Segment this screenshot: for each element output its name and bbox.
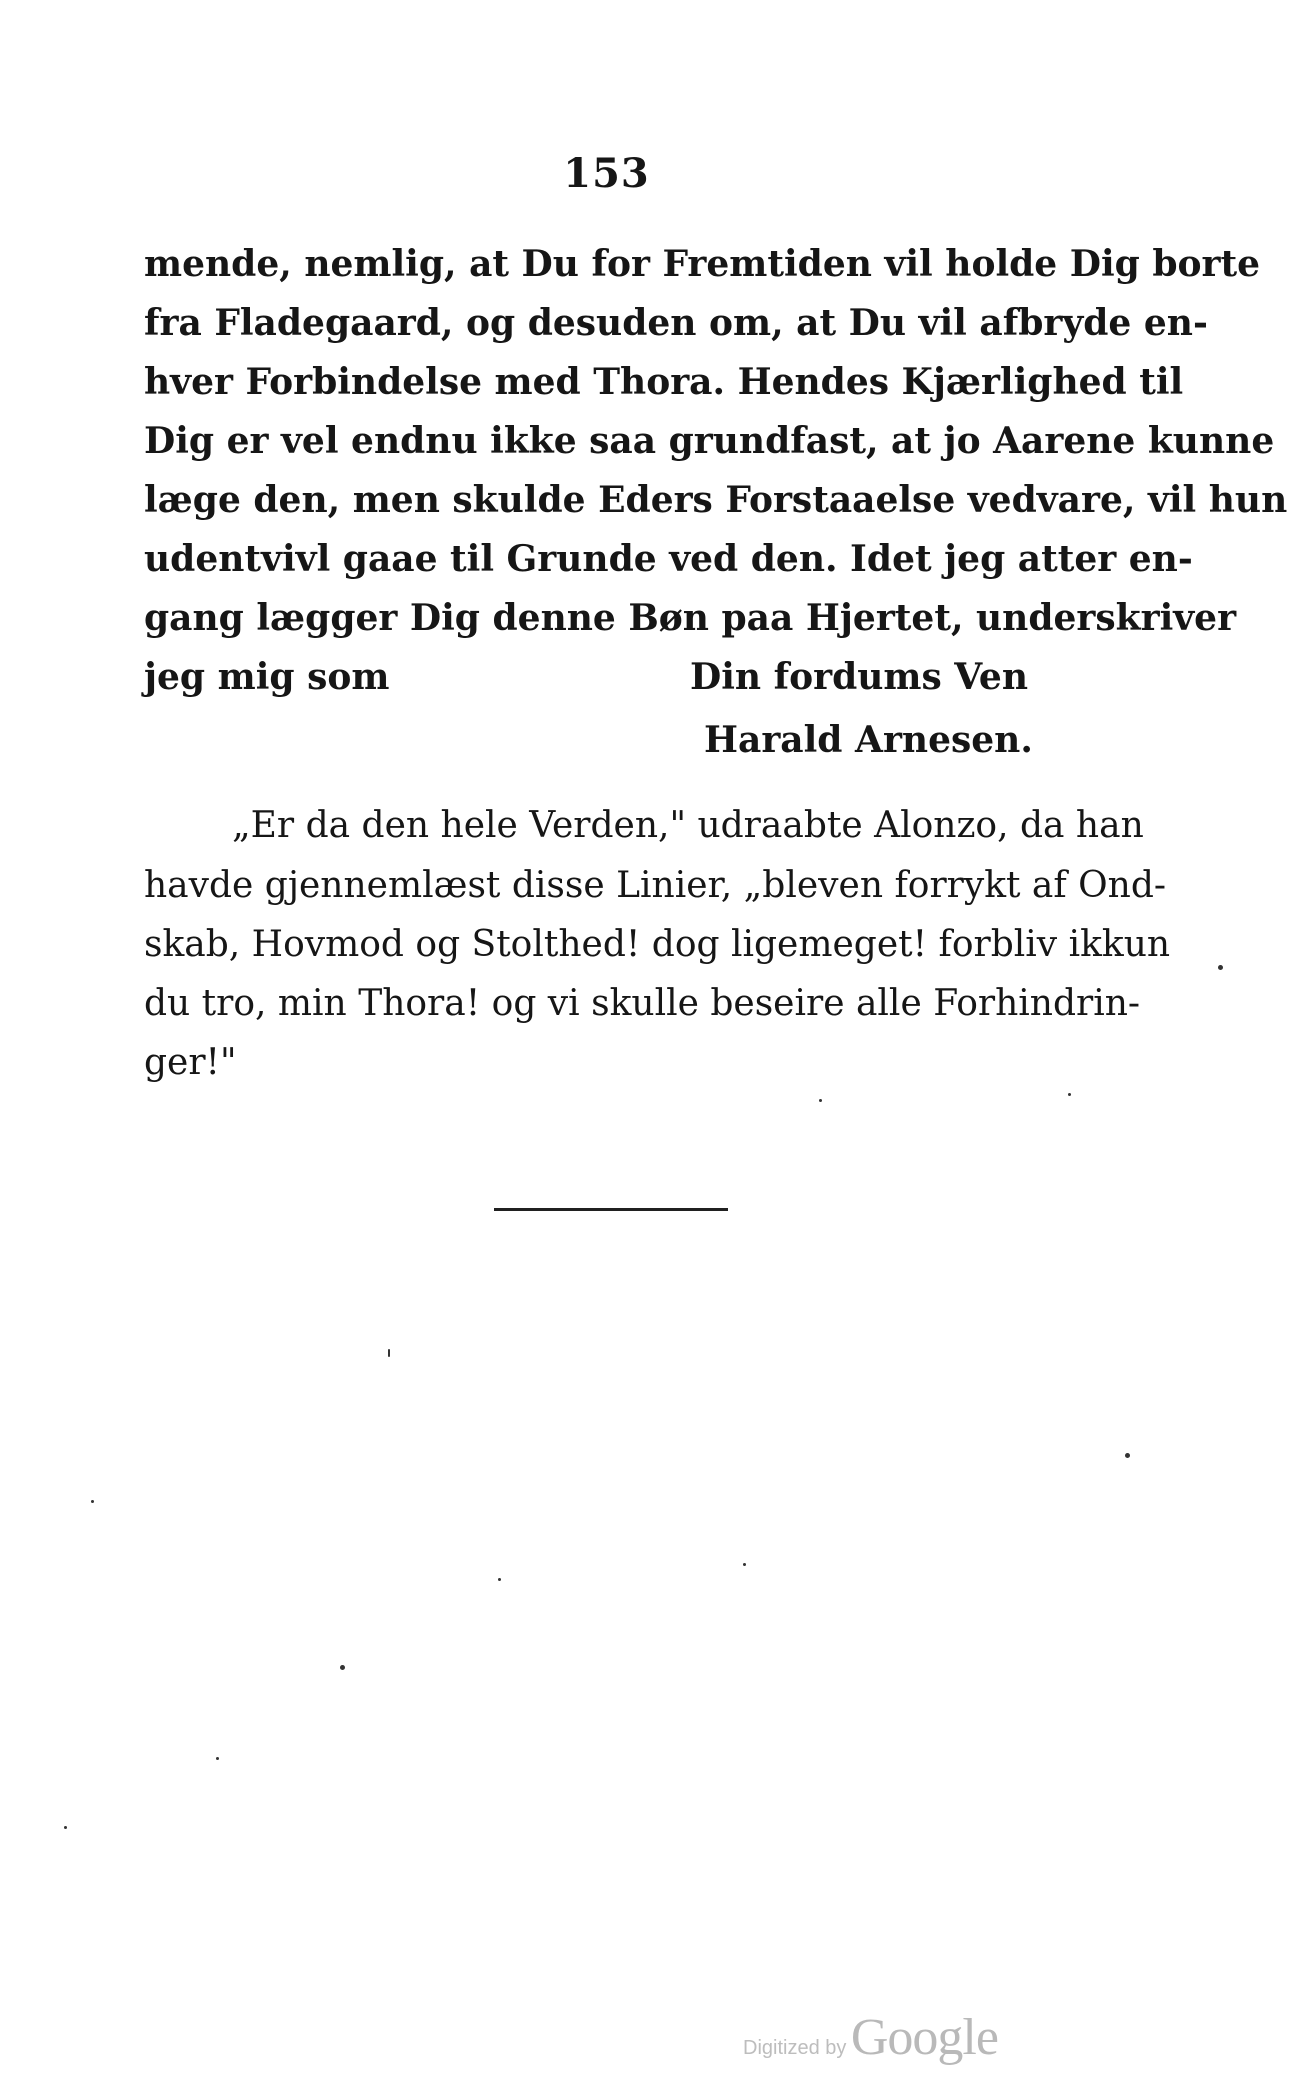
section-divider [494, 1208, 728, 1211]
scan-speck [1068, 1093, 1071, 1096]
scan-speck [819, 1099, 822, 1102]
scan-speck [216, 1757, 219, 1760]
page-number: 153 [563, 150, 650, 197]
scan-speck [340, 1665, 345, 1670]
watermark-prefix: Digitized by [743, 2037, 847, 2059]
scan-speck [388, 1349, 390, 1357]
text-line: udentvivl gaae til Grunde ved den. Idet jeg atter en- [144, 538, 1193, 580]
text-line: fra Fladegaard, og desuden om, at Du vil afbryde en- [144, 302, 1208, 344]
text-line: ger!" [144, 1042, 237, 1083]
google-watermark [743, 2008, 998, 2067]
text-line: Dig er vel endnu ikke saa grundfast, at jo Aarene kunne [144, 420, 1275, 462]
text-line: læge den, men skulde Eders Forstaaelse vedvare, vil hun [144, 479, 1288, 521]
signature-closing: Din fordums Ven [690, 656, 1029, 698]
scan-speck [743, 1563, 746, 1566]
scan-speck [91, 1500, 94, 1503]
text-line: havde gjennemlæst disse Linier, „bleven forrykt af Ond- [144, 865, 1167, 906]
scan-speck [1125, 1453, 1130, 1458]
scan-speck [498, 1578, 501, 1581]
text-line: jeg mig som [144, 656, 390, 698]
text-line: mende, nemlig, at Du for Fremtiden vil holde Dig borte [144, 243, 1261, 285]
text-line: skab, Hovmod og Stolthed! dog ligemeget! forbliv ikkun [144, 924, 1171, 965]
google-logo: Google [850, 2009, 998, 2066]
text-line: gang lægger Dig denne Bøn paa Hjertet, underskriver [144, 597, 1237, 639]
text-line: du tro, min Thora! og vi skulle beseire alle Forhindrin- [144, 983, 1141, 1024]
scan-speck [64, 1826, 67, 1829]
text-line: „Er da den hele Verden," udraabte Alonzo, da han [232, 805, 1144, 846]
scan-speck [1218, 965, 1223, 970]
signature-name: Harald Arnesen. [704, 719, 1033, 761]
text-line: hver Forbindelse med Thora. Hendes Kjærlighed til [144, 361, 1184, 403]
